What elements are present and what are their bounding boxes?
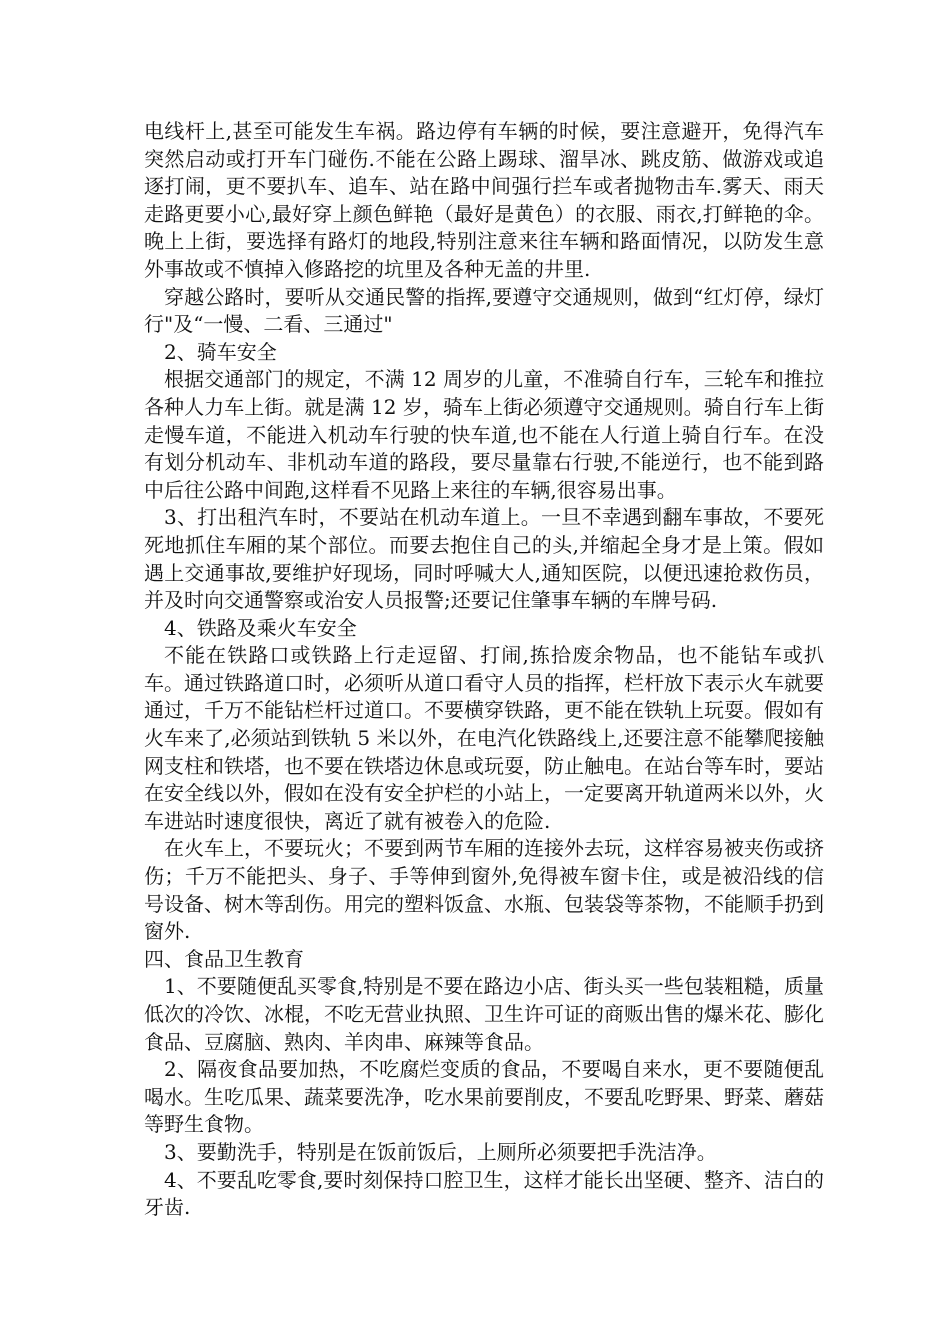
paragraph: 不能在铁路口或铁路上行走逗留、打闹,拣拾废余物品，也不能钻车或扒车。通过铁路道口时，必须听从道口看守人员的指挥，栏杆放下表示火车就要通过，千万不能钻栏杆过道口。不要横穿铁路，更不能在铁轨上玩耍。假如有火车来了,必须站到铁轨 5 米以外，在电汽化铁路线上,还要注意不能攀爬接触网支柱和铁塔，也不要在铁塔边休息或玩耍，防止触电。在站台等车时，要站在安全线以外，假如在没有安全护栏的小站上，一定要离开轨道两米以外，火车进站时速度很快，离近了就有被卷入的危险. — [144, 643, 824, 833]
section-heading: 四、食品卫生教育 — [144, 946, 304, 971]
paragraph: 在火车上，不要玩火；不要到两节车厢的连接外去玩，这样容易被夹伤或挤伤；千万不能把头、身子、手等伸到窗外,免得被车窗卡住，或是被沿线的信号设备、树木等刮伤。用完的塑料饭盒、水瓶、包装袋等茶物，不能顺手扔到窗外. — [144, 836, 824, 944]
paragraph: 根据交通部门的规定，不满 12 周岁的儿童，不准骑自行车，三轮车和推拉各种人力车上街。就是满 12 岁，骑车上街必须遵守交通规则。骑自行车上街走慢车道，不能进入机动车行驶的快车道,也不能在人行道上骑自行车。在没有划分机动车、非机动车道的路段，要尽量靠右行驶,不能逆行，也不能到路中后往公路中间跑,这样看不见路上来往的车辆,很容易出事。 — [144, 367, 824, 502]
paragraph: 3、要勤洗手，特别是在饭前饭后，上厕所必须要把手洗洁净。 — [164, 1139, 717, 1164]
section-heading: 2、骑车安全 — [164, 339, 277, 364]
section-heading: 4、铁路及乘火车安全 — [164, 615, 357, 640]
paragraph: 1、不要随便乱买零食,特别是不要在路边小店、街头买一些包装粗糙，质量低次的冷饮、冰棍，不吃无营业执照、卫生许可证的商贩出售的爆米花、膨化食品、豆腐脑、熟肉、羊肉串、麻辣等食品。 — [144, 974, 824, 1054]
document-body — [144, 118, 824, 1222]
paragraph: 穿越公路时，要听从交通民警的指挥,要遵守交通规则，做到“红灯停，绿灯行"及“一慢、二看、三通过" — [144, 284, 824, 337]
paragraph: 2、隔夜食品要加热，不吃腐烂变质的食品，不要喝自来水，更不要随便乱喝水。生吃瓜果、蔬菜要洗净，吃水果前要削皮，不要乱吃野果、野菜、蘑菇等野生食物。 — [144, 1057, 824, 1137]
paragraph: 4、不要乱吃零食,要时刻保持口腔卫生，这样才能长出坚硬、整齐、洁白的牙齿. — [144, 1167, 824, 1220]
paragraph: 3、打出租汽车时，不要站在机动车道上。一旦不幸遇到翻车事故，不要死死地抓住车厢的某个部位。而要去抱住自己的头,并缩起全身才是上策。假如遇上交通事故,要维护好现场，同时呼喊大人,通知医院，以便迅速抢救伤员，并及时向交通警察或治安人员报警;还要记住肇事车辆的车牌号码. — [144, 505, 824, 613]
paragraph: 电线杆上,甚至可能发生车祸。路边停有车辆的时候，要注意避开，免得汽车突然启动或打开车门碰伤.不能在公路上踢球、溜旱冰、跳皮筋、做游戏或追逐打闹，更不要扒车、追车、站在路中间强行拦车或者抛物击车.雾天、雨天走路更要小心,最好穿上颜色鲜艳（最好是黄色）的衣服、雨衣,打鲜艳的伞。晚上上街，要选择有路灯的地段,特别注意来往车辆和路面情况，以防发生意外事故或不慎掉入修路挖的坑里及各种无盖的井里. — [144, 119, 824, 281]
